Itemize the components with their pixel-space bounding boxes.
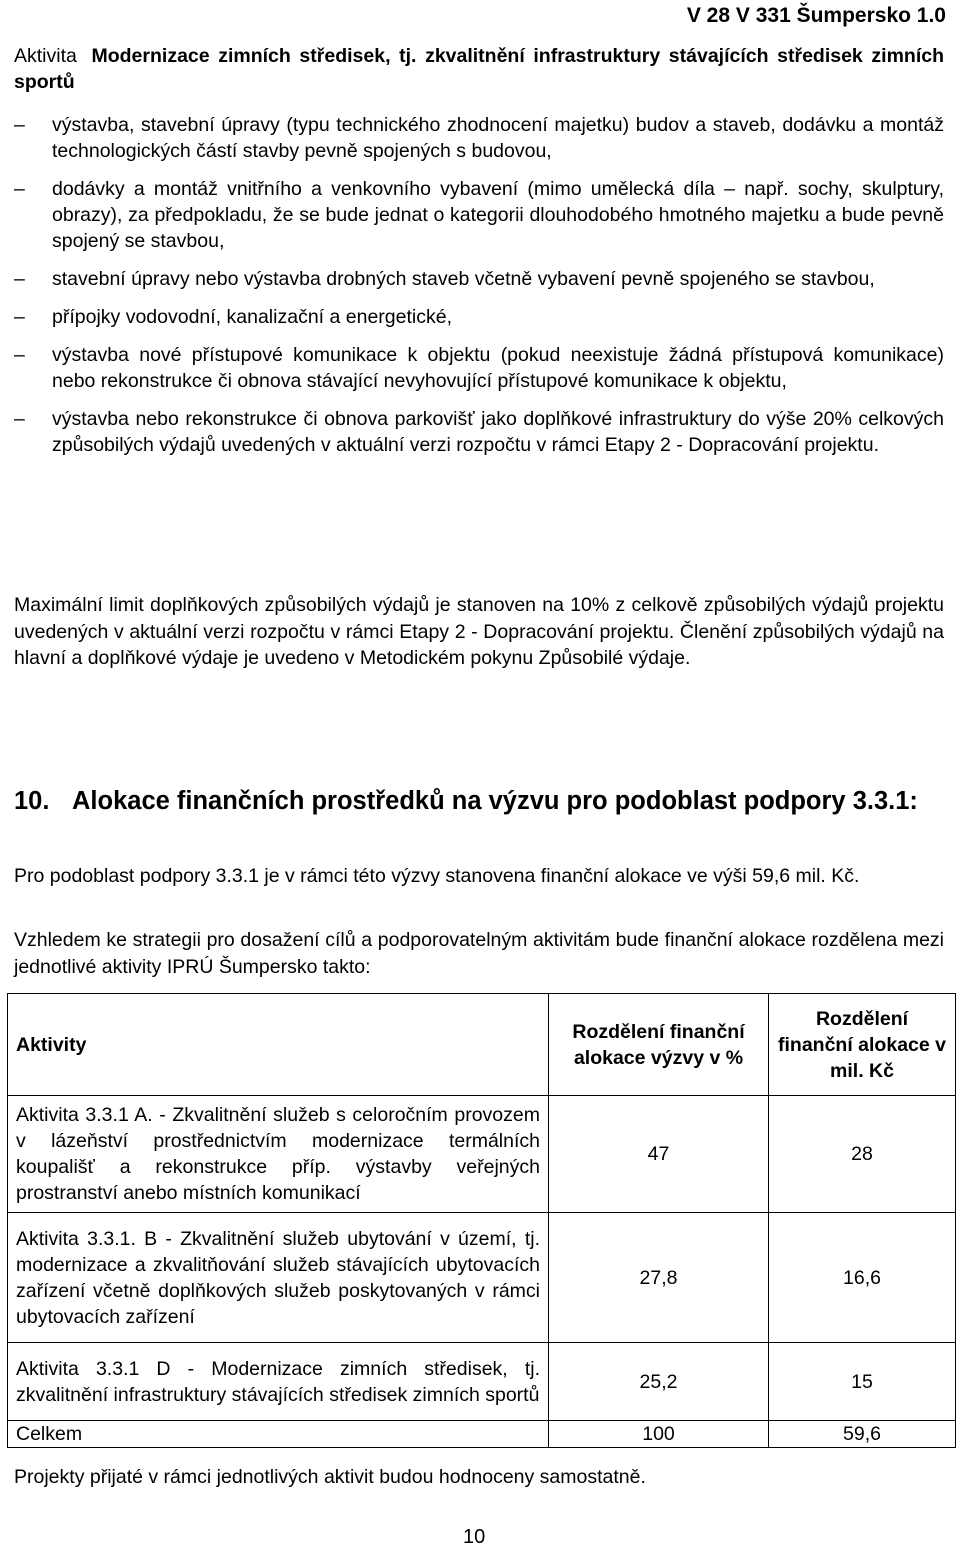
percent-cell: 25,2 — [549, 1343, 769, 1421]
dash-bullet-icon: – — [14, 344, 25, 366]
list-item — [14, 406, 944, 458]
activity-heading — [14, 43, 944, 95]
total-mil-cell: 59,6 — [769, 1421, 956, 1448]
activity-title: Modernizace zimních středisek, tj. zkvalitnění infrastruktury stávajících středisek zimních sportů — [14, 45, 944, 93]
activity-cell: Aktivita 3.3.1. B - Zkvalitnění služeb ubytování v území, tj. modernizace a zkvalitňování služeb stávajících ubytovacích zařízení včetně doplňkových služeb poskytovaných v rámci ubytovacích zařízení — [8, 1213, 549, 1343]
list-item-text: stavební úpravy nebo výstavba drobných staveb včetně vybavení pevně spojeného se stavbou, — [52, 268, 875, 290]
total-label-cell: Celkem — [8, 1421, 549, 1448]
activity-label: Aktivita — [14, 45, 77, 67]
table-total-row — [8, 1421, 956, 1448]
table-row — [8, 1096, 956, 1213]
mil-cell: 16,6 — [769, 1213, 956, 1343]
list-item-text: výstavba nové přístupové komunikace k objektu (pokud neexistuje žádná přístupová komunikace) nebo rekonstrukce či obnova stávající nevyhovující přístupové komunikace k objektu, — [52, 344, 944, 392]
section-number: 10. — [14, 787, 50, 815]
list-item-text: výstavba nebo rekonstrukce či obnova parkovišť jako doplňkové infrastruktury do výše 20% celkových způsobilých výdajů uvedených v aktuální verzi rozpočtu v rámci Etapy 2 - Dopracování projektu. — [52, 408, 944, 456]
section-title: Alokace finančních prostředků na výzvu pro podoblast podpory 3.3.1: — [72, 787, 918, 815]
table-row — [8, 1213, 956, 1343]
footer-note: Projekty přijaté v rámci jednotlivých aktivit budou hodnoceny samostatně. — [14, 1466, 646, 1488]
dash-bullet-icon: – — [14, 178, 25, 200]
activity-cell: Aktivita 3.3.1 D - Modernizace zimních středisek, tj. zkvalitnění infrastruktury stávajících středisek zimních sportů — [8, 1343, 549, 1421]
dash-bullet-icon: – — [14, 268, 25, 290]
list-item-text: dodávky a montáž vnitřního a venkovního vybavení (mimo umělecká díla – např. sochy, skulptury, obrazy), za předpokladu, že se bude jednat o kategorii dlouhodobého hmotného majetku a bude pevně spojený se stavbou, — [52, 178, 944, 252]
list-item — [14, 112, 944, 164]
activity-cell: Aktivita 3.3.1 A. - Zkvalitnění služeb s celoročním provozem v lázeňství prostřednictvím modernizace termálních koupališť a rekonstrukce příp. výstavby veřejných prostranství anebo místních komunikací — [8, 1096, 549, 1213]
column-header-activities: Aktivity — [8, 994, 549, 1096]
allocation-paragraph: Pro podoblast podpory 3.3.1 je v rámci této výzvy stanovena finanční alokace ve výši 59,6 mil. Kč. — [14, 865, 860, 887]
percent-cell: 47 — [549, 1096, 769, 1213]
list-item — [14, 266, 944, 292]
table-header-row — [8, 994, 956, 1096]
column-header-percent: Rozdělení finanční alokace výzvy v % — [549, 994, 769, 1096]
dash-bullet-icon: – — [14, 408, 25, 430]
list-item-text: výstavba, stavební úpravy (typu technického zhodnocení majetku) budov a staveb, dodávku a montáž technologických částí stavby pevně spojených s budovou, — [52, 114, 944, 162]
table-row — [8, 1343, 956, 1421]
list-item — [14, 176, 944, 254]
page-number: 10 — [463, 1526, 486, 1548]
document-code: V 28 V 331 Šumpersko 1.0 — [686, 4, 946, 27]
dash-bullet-icon: – — [14, 306, 25, 328]
dash-bullet-icon: – — [14, 114, 25, 136]
list-item — [14, 304, 944, 330]
list-item-text: přípojky vodovodní, kanalizační a energetické, — [52, 306, 452, 328]
column-header-mil: Rozdělení finanční alokace v mil. Kč — [769, 994, 956, 1096]
strategy-paragraph: Vzhledem ke strategii pro dosažení cílů a podporovatelným aktivitám bude finanční alokace rozdělena mezi jednotlivé aktivity IPRÚ Šumpersko takto: — [14, 929, 944, 978]
eligible-items-list — [14, 112, 944, 458]
mil-cell: 28 — [769, 1096, 956, 1213]
section-heading — [14, 786, 944, 817]
total-percent-cell: 100 — [549, 1421, 769, 1448]
percent-cell: 27,8 — [549, 1213, 769, 1343]
list-item — [14, 342, 944, 394]
mil-cell: 15 — [769, 1343, 956, 1421]
allocation-table — [7, 993, 956, 1448]
limit-paragraph: Maximální limit doplňkových způsobilých výdajů je stanoven na 10% z celkově způsobilých výdajů projektu uvedených v aktuální verzi rozpočtu v rámci Etapy 2 - Dopracování projektu. Členění způsobilých výdajů na hlavní a doplňkové výdaje je uvedeno v Metodickém pokynu Způsobilé výdaje. — [14, 594, 944, 669]
